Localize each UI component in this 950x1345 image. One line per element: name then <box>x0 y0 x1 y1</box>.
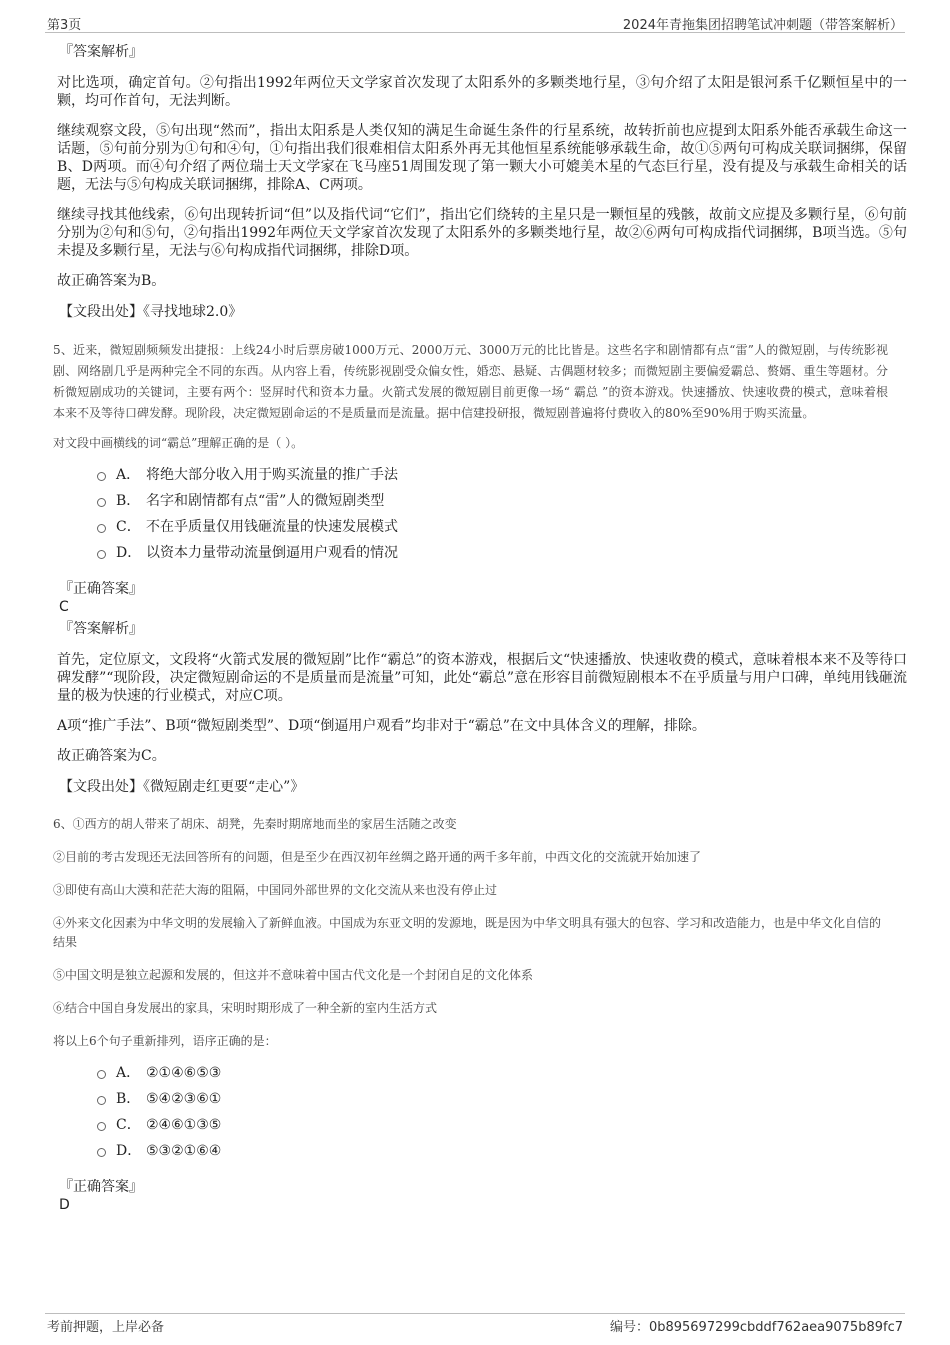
correct-answer-label: 『正确答案』 <box>59 581 143 597</box>
question-6 <box>53 815 907 1018</box>
option-letter: C． <box>116 1117 141 1133</box>
footer-slogan: 考前押题，上岸必备 <box>47 1320 165 1335</box>
option-d[interactable] <box>97 544 907 570</box>
option-letter: A． <box>116 467 141 483</box>
sentence: ⑥结合中国自身发展出的家具，宋明时期形成了一种全新的室内生活方式 <box>53 1001 438 1015</box>
option-text: ②④⑥①③⑤ <box>146 1117 222 1133</box>
analysis-paragraph: 首先，定位原文，文段将“火箭式发展的微短剧”比作“霸总”的资本游戏，根据后文“快速播放、快速收费的模式，意味着根本来不及等待口碑发酵”“现阶段，决定微短剧命运的不是质量而是流量”可知，此处“霸总”意在形容目前微短剧根本不在乎质量与用户口碑，单纯用钱砸流量的极为快速的行业模式，对应C项。 <box>57 652 907 704</box>
option-b[interactable] <box>97 1090 907 1116</box>
option-letter: D． <box>116 1143 142 1159</box>
sentence: ③即使有高山大漠和茫茫大海的阻隔，中国同外部世界的文化交流从来也没有停止过 <box>53 883 498 897</box>
passage-source: 【文段出处】《寻找地球2.0》 <box>59 304 243 320</box>
option-text: ⑤③②①⑥④ <box>146 1143 222 1159</box>
option-letter: C． <box>116 519 141 535</box>
page-footer <box>45 1313 905 1335</box>
radio-button[interactable] <box>97 1122 106 1131</box>
analysis-paragraph: 对比选项，确定首句。②句指出1992年两位天文学家首次发现了太阳系外的多颗类地行星，③句介绍了太阳是银河系千亿颗恒星中的一颗，均可作首句，无法判断。 <box>57 75 907 109</box>
sentence: ②目前的考古发现还无法回答所有的问题，但是至少在西汉初年丝绸之路开通的两千多年前，中西文化的交流就开始加速了 <box>53 850 702 864</box>
radio-button[interactable] <box>97 1096 106 1105</box>
radio-button[interactable] <box>97 524 106 533</box>
analysis-paragraph: A项“推广手法”、B项“微短剧类型”、D项“倒逼用户观看”均非对于“霸总”在文中具体含义的理解，排除。 <box>57 718 706 734</box>
radio-button[interactable] <box>97 1148 106 1157</box>
document-id: 编号：0b895697299cbddf762aea9075b89fc7 <box>609 1320 903 1335</box>
sentence: 6、①西方的胡人带来了胡床、胡凳，先秦时期席地而坐的家居生活随之改变 <box>53 817 457 831</box>
option-text: 以资本力量带动流量倒逼用户观看的情况 <box>146 545 398 561</box>
option-b[interactable] <box>97 492 907 518</box>
question-5-options <box>97 466 907 570</box>
sentence: ⑤中国文明是独立起源和发展的，但这并不意味着中国古代文化是一个封闭自足的文化体系 <box>53 968 534 982</box>
option-c[interactable] <box>97 518 907 544</box>
radio-button[interactable] <box>97 472 106 481</box>
option-text: ②①④⑥⑤③ <box>146 1065 222 1081</box>
correct-answer: C <box>59 599 69 615</box>
analysis-heading: 『答案解析』 <box>59 621 143 637</box>
radio-button[interactable] <box>97 550 106 559</box>
question-6-prompt: 将以上6个句子重新排列，语序正确的是： <box>53 1034 277 1048</box>
option-c[interactable] <box>97 1116 907 1142</box>
radio-button[interactable] <box>97 498 106 507</box>
analysis-paragraph: 继续观察文段，⑤句出现“然而”，指出太阳系是人类仅知的满足生命诞生条件的行星系统，故转折前也应提到太阳系外能否承载生命这一话题，⑤句前分别为①句和④句，①句指出我们很难相信太阳系外再无其他恒星系统能够承载生命，故①⑤两句可构成关联词捆绑，保留B、D两项。而④句介绍了两位瑞士天文学家在飞马座51周围发现了第一颗大小可媲美木星的气态巨行星，没有提及与承载生命相关的话题，无法与⑤句构成关联词捆绑，排除A、C两项。 <box>57 123 907 193</box>
page-header <box>45 12 905 33</box>
radio-button[interactable] <box>97 1070 106 1079</box>
sentence: ④外来文化因素为中华文明的发展输入了新鲜血液。中国成为东亚文明的发源地，既是因为中华文明具有强大的包容、学习和改造能力，也是中华文化自信的结果 <box>53 916 882 949</box>
analysis-heading: 『答案解析』 <box>59 44 143 60</box>
option-a[interactable] <box>97 1064 907 1090</box>
question-6-options <box>97 1064 907 1168</box>
passage-source: 【文段出处】《微短剧走红更要“走心”》 <box>59 779 305 795</box>
option-text: 名字和剧情都有点“雷”人的微短剧类型 <box>146 493 385 509</box>
option-letter: B． <box>116 493 141 509</box>
correct-answer: D <box>59 1197 70 1213</box>
option-letter: B． <box>116 1091 141 1107</box>
question-5-text: 5、近来，微短剧频频发出捷报：上线24小时后票房破1000万元、2000万元、3000万元的比比皆是。这些名字和剧情都有点“雷”人的微短剧，与传统影视剧、网络剧几乎是两种完全不同的东西。从内容上看，传统影视剧受众偏女性，婚恋、悬疑、古偶题材较多；而微短剧主要偏爱霸总、赘婿、重生等题材。分析微短剧成功的关键词，主要有两个：竖屏时代和资本力量。火箭式发展的微短剧目前更像一场“ 霸总 ”的资本游戏。快速播放、快速收费的模式，意味着根本来不及等待口碑发酵。现阶段，决定微短剧命运的不是质量而是流量。据中信建投研报，微短剧普遍将付费收入的80%至90%用于购买流量。 <box>53 343 888 420</box>
page-number: 第3页 <box>47 18 82 33</box>
option-letter: D． <box>116 545 142 561</box>
option-text: ⑤④②③⑥① <box>146 1091 222 1107</box>
option-text: 不在乎质量仅用钱砸流量的快速发展模式 <box>146 519 398 535</box>
page-content <box>53 42 907 1217</box>
option-letter: A． <box>116 1065 141 1081</box>
question-5-prompt: 对文段中画横线的词“霸总”理解正确的是（ ）。 <box>53 436 304 450</box>
option-d[interactable] <box>97 1142 907 1168</box>
analysis-conclusion: 故正确答案为C。 <box>57 748 166 764</box>
analysis-paragraph: 继续寻找其他线索，⑥句出现转折词“但”以及指代词“它们”，指出它们绕转的主星只是一颗恒星的残骸，故前文应提及多颗行星，⑥句前分别为②句和⑤句，②句指出1992年两位天文学家首次发现了太阳系外的多颗类地行星，故②⑥两句可构成指代词捆绑，B项当选。⑤句未提及多颗行星，无法与⑥句构成指代词捆绑，排除D项。 <box>57 207 907 259</box>
correct-answer-label: 『正确答案』 <box>59 1179 143 1195</box>
document-title: 2024年青拖集团招聘笔试冲刺题（带答案解析） <box>622 18 903 33</box>
option-text: 将绝大部分收入用于购买流量的推广手法 <box>146 467 398 483</box>
analysis-conclusion: 故正确答案为B。 <box>57 273 166 289</box>
option-a[interactable] <box>97 466 907 492</box>
